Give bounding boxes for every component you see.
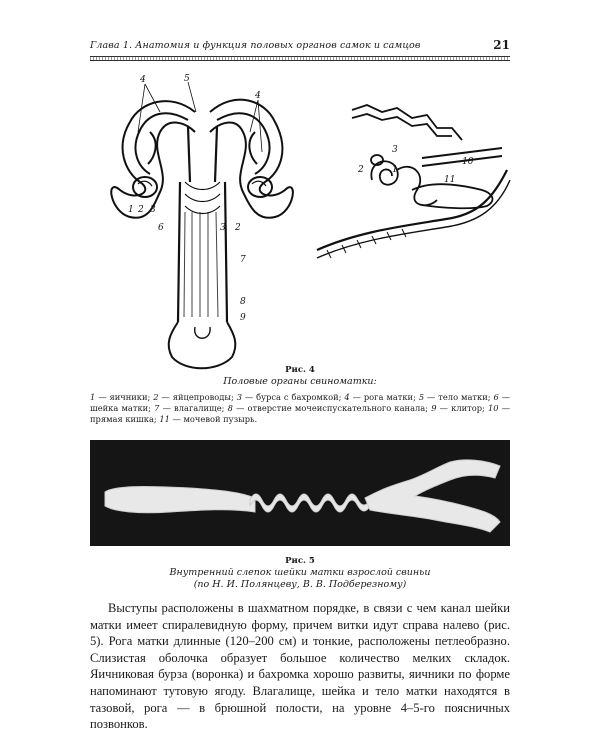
figure4-legend [90, 392, 510, 425]
header-rule [90, 56, 510, 61]
legend-text: — шейка матки; [90, 392, 510, 413]
legend-text: — клитор; [436, 403, 488, 413]
legend-entry [90, 392, 153, 402]
legend-number: 4 [344, 392, 350, 402]
body-paragraph: Выступы расположены в шахматном порядке, в связи с чем канал шейки матки имеет спиралевидную форму, причем витки идут справа налево (рис. 5). Рога матки длинные (120–200 см) и тонкие, расположены петлеобразно. Слизистая оболочка образует большое количество мелких складок. Яичниковая бурза (воронка) и бахромка хорошо развиты, яичники по форме напоминают тутовую ягоду. Влагалище, шейка и тело матки находятся в тазовой, рога — в брюшной полости, на уровне 4–5-го поясничных позвонков. [90, 601, 510, 732]
fig4-label-5: 5 [184, 74, 190, 84]
legend-number: 6 [493, 392, 499, 402]
figure5-photo [90, 440, 510, 546]
figure4-uterus-drawing [100, 72, 300, 372]
legend-text: — влагалище; [159, 403, 228, 413]
legend-number: 11 [159, 414, 170, 424]
legend-text: — мочевой пузырь. [169, 414, 258, 424]
legend-number: 2 [153, 392, 159, 402]
figure4-number: Рис. 4 [285, 365, 315, 375]
figure5-number: Рис. 5 [285, 556, 315, 566]
fig4-label-7: 7 [240, 255, 246, 265]
legend-entry [237, 392, 345, 402]
fig4-label-6: 6 [158, 223, 164, 233]
legend-number: 10 [487, 403, 499, 413]
figure4-title: Половые органы свиноматки: [223, 376, 377, 387]
legend-entry [228, 403, 432, 413]
legend-number: 8 [227, 403, 233, 413]
fig4-label-3: 3 [150, 205, 156, 215]
fig4-label-4-right: 4 [255, 91, 261, 101]
running-header [90, 38, 510, 56]
page-number: 21 [493, 38, 510, 52]
legend-text: — бурса с бахромкой; [241, 392, 345, 402]
fig4-right-label-2: 2 [358, 165, 364, 175]
fig4-label-9: 9 [240, 313, 246, 323]
legend-entry [419, 392, 494, 402]
legend-number: 5 [418, 392, 425, 402]
legend-text: — яйцепроводы; [158, 392, 237, 402]
legend-text: — яичники; [95, 392, 154, 402]
cervix-cast-image [90, 440, 510, 546]
legend-entry [431, 403, 488, 413]
legend-text: — рога матки; [349, 392, 419, 402]
running-title: Глава 1. Анатомия и функция половых органов самок и самцов [90, 40, 421, 51]
legend-number: 3 [236, 392, 242, 402]
fig4-right-label-11: 11 [444, 175, 456, 185]
legend-entry [153, 392, 236, 402]
fig4-label-4-left: 4 [140, 75, 146, 85]
fig4-label-3b: 3 [220, 223, 226, 233]
legend-text: — прямая кишка; [90, 403, 511, 424]
figure4-lateral-drawing [312, 100, 512, 260]
fig4-label-2b: 2 [235, 223, 241, 233]
legend-number: 9 [431, 403, 437, 413]
legend-number: 1 [90, 392, 96, 402]
fig4-label-8: 8 [240, 297, 246, 307]
fig4-right-label-1: 1 [392, 165, 398, 175]
fig4-right-label-3: 3 [392, 145, 398, 155]
fig4-label-2: 2 [138, 205, 144, 215]
legend-entry [344, 392, 418, 402]
fig4-label-1: 1 [128, 205, 134, 215]
legend-text: — отверстие мочеиспускательного канала; [232, 403, 432, 413]
figure5-title-line1: Внутренний слепок шейки матки взрослой свиньи [169, 567, 431, 578]
body-text [90, 600, 510, 733]
legend-text: — тело матки; [424, 392, 494, 402]
legend-number: 7 [154, 403, 160, 413]
figure5-title-line2: (по Н. И. Полянцеву, В. В. Подберезному) [193, 579, 407, 590]
legend-entry [159, 414, 257, 424]
fig4-right-label-10: 10 [462, 157, 474, 167]
legend-entry [154, 403, 228, 413]
